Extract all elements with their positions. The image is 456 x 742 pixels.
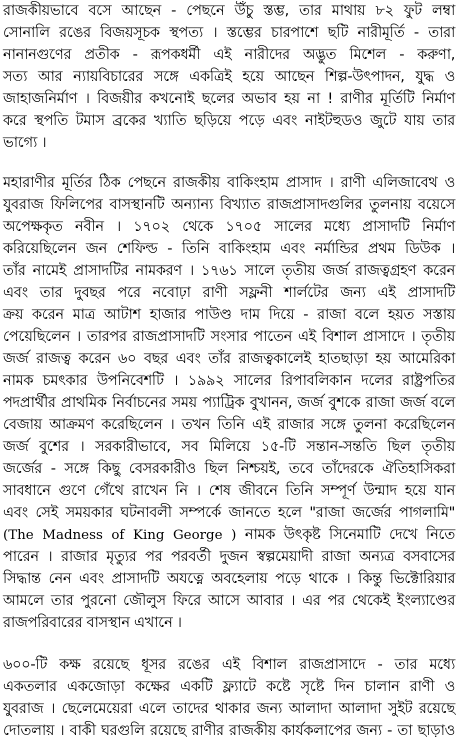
text-line: নামক চমৎকার উপনিবেশটি । ১৯৯২ সালের রিপাবলিকান দলের রাষ্ট্রপতির [3,372,455,389]
text-line: জর্জ রাজত্ব করেন ৬০ বছর এবং তাঁর রাজত্বকালেই হাতছাড়া হয় আমেরিকা [3,350,455,367]
text-line: রাজকীয়ভাবে বসে আছেন - পেছনে উঁচু স্তম্ভ, তার মাথায় ৮২ ফুট লম্বা [3,2,455,19]
text-line: পেয়েছিলেন । তারপর রাজপ্রাসাদটি সংসার পাতেন এই বিশাল প্রাসাদে । তৃতীয় [3,328,455,345]
text-line: পারেন । রাজার মৃত্যুর পর পরবর্তী দুজন স্বল্পমেয়াদী রাজা অন্যত্র বসবাসের [3,548,455,565]
text-line: অপেক্ষকৃত নবীন । ১৭০২ থেকে ১৭০৫ সালের মধ্যে প্রাসাদটি নির্মাণ [3,218,455,235]
text-line: একতলার একজোড়া কক্ষের একটি ফ্ল্যাটে কষ্টে সৃষ্টে দিন চালান রাণী ও [3,678,455,695]
text-line: এবং সেই সময়কার ঘটনাবলী সম্পর্কে জানতে হলে "রাজা জর্জের পাগলামি" [3,504,455,521]
text-line: এবং তার দুবছর পরে নবোঢ়া রাণী সফ্লনী শার্লটের জন্য এই প্রাসাদটি [3,284,455,301]
text-line: পদপ্রার্থীর প্রাথমিক নির্বাচনের সময় প্যাট্রিক বুখানন, জর্জ বুশকে রাজা জর্জ বলে [3,394,455,411]
text-line: করে স্থপতি টমাস ব্রকের খ্যাতি ছড়িয়ে পড়ে এবং নাইটহুডও জুটে যায় তার [3,112,455,129]
text-line: মহারাণীর মূর্তির ঠিক পেছনে রাজকীয় বাকিংহাম প্রাসাদ । রাণী এলিজাবেথ ও [3,174,455,191]
text-line: আমলে তার পুরনো জৌলুস ফিরে আসে আবার । এর পর থেকেই ইংল্যাণ্ডের [3,592,455,609]
paragraph-rooms [3,654,455,742]
text-line: ৬০০-টি কক্ষ রয়েছে ধূসর রঙের এই বিশাল রাজপ্রাসাদে - তার মধ্যে [3,656,455,673]
paragraph-statue [3,0,455,154]
text-line: নানানগুণের প্রতীক - রূপকধর্মী এই নারীদের অদ্ভুত মিশেল - করুণা, [3,46,455,63]
film-title-english: (The Madness of King George ) [3,528,237,543]
paragraph-palace [3,172,455,634]
text-line: ক্রয় করেন মাত্র আটাশ হাজার পাউণ্ড দাম দিয়ে - রাজা বলে হয়ত সস্তায় [3,306,455,323]
text-line: সোনালি রঙের বিজয়সূচক স্থপত্য । স্তম্ভের চারপাশে ছটি নারীমূর্তি - তারা [3,24,455,41]
text-line: সাবধানে গুণে গেঁথে রাখেন নি । শেষ জীবনে তিনি সম্পূর্ণ উন্মাদ হয়ে যান [3,482,455,499]
film-title-caption: নামক উৎকৃষ্ট সিনেমাটি দেখে নিতে [236,526,455,543]
document-page [3,0,455,739]
text-line: রাজপরিবারের বাসস্থান এখানে । [3,614,182,631]
text-line: তাঁর নামেই প্রাসাদটির নামকরণ । ১৭৬১ সালে তৃতীয় জর্জ রাজত্বগ্রহণ করেন [3,262,455,279]
text-line: দোতলায় । বাকী ঘরগুলি রয়েছে রাণীর রাজকীয় কার্যকলাপের জন্য - তা ছাড়াও [3,722,455,739]
text-line-film-title [3,524,455,546]
text-line: বেজায় আক্রমণ করেছিলেন । তখন তিনি এই রাজার সঙ্গে তুলনা করেছিলেন [3,416,455,433]
text-line: জর্জ বুশের । সরকারীভাবে, সব মিলিয়ে ১৫-টি সন্তান-সন্ততি ছিল তৃতীয় [3,438,455,455]
text-line: সিদ্ধান্ত নেন এবং প্রাসাদটি অযত্নে অবহেলায় পড়ে থাকে । কিন্তু ভিক্টোরিয়ার [3,570,455,587]
text-line: যুবরাজ ফিলিপের বাসস্থানটি অন্যান্য বিখ্যাত রাজপ্রাসাদগুলির তুলনায় বয়েসে [3,196,455,213]
text-line: করিয়েছিলেন জন শেফিল্ড - তিনি বাকিংহাম এবং নর্মান্ডির প্রথম ডিউক । [3,240,455,257]
text-line: ভাগ্যে । [3,134,47,151]
text-line: জর্জের - সঙ্গে কিছু বেসরকারীও ছিল নিশ্চয়ই, তবে তাঁদেরকে ঐতিহাসিকরা [3,460,455,477]
text-line: সত্য আর ন্যায়বিচারের সঙ্গে একত্রিই হয়ে আছেন শিল্প-উৎপাদন, যুদ্ধ ও [3,68,455,85]
text-line: যুবরাজ । ছেলেমেয়েরা এলে তাদের থাকার জন্য আলাদা আলাদা সুইট রয়েছে [3,700,455,717]
text-line: জাহাজনির্মাণ । বিজয়ীর কখনোই ছলের অভাব হয় না ! রাণীর মূর্তিটি নির্মাণ [3,90,455,107]
